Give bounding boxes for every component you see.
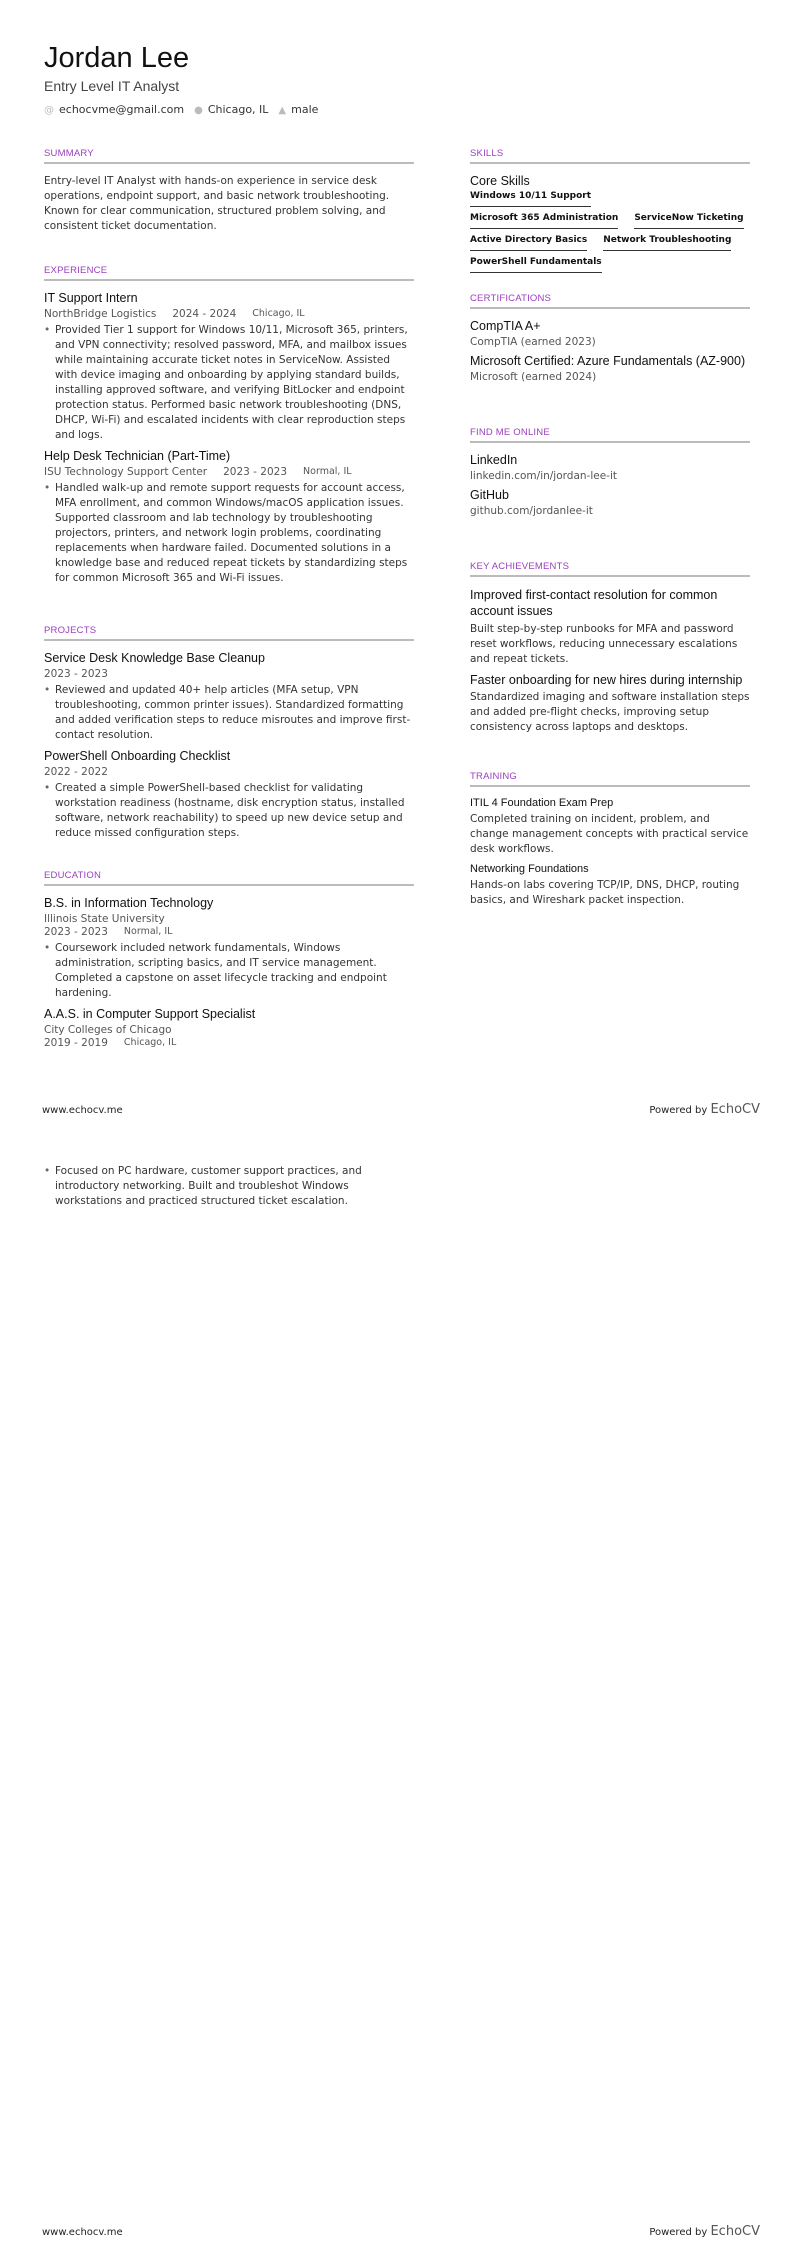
person-icon: ▲ — [278, 105, 287, 116]
training-section — [470, 771, 750, 908]
experience-section — [44, 265, 414, 592]
company: NorthBridge Logistics — [44, 308, 157, 320]
section-heading: SKILLS — [470, 148, 750, 164]
profile-link[interactable]: github.com/jordanlee-it — [470, 505, 593, 517]
footer-site-link[interactable]: www.echocv.me — [42, 2227, 123, 2238]
training-title: Networking Foundations — [470, 863, 589, 875]
brand-logo: EchoCV — [710, 1102, 760, 1117]
powered-by-label: Powered by — [649, 2227, 708, 2238]
achievements-section — [470, 561, 750, 735]
summary-text: Entry-level IT Analyst with hands-on experience in service desk operations, endpoint support, and basic network troubleshooting. Known for clear communication, structured problem solving, and consistent ticket documentation. — [44, 175, 390, 232]
skill-tag: Active Directory Basics — [470, 235, 587, 251]
location: Chicago, IL — [207, 103, 269, 116]
gender: male — [291, 103, 319, 116]
skill-tag: Microsoft 365 Administration — [470, 213, 618, 229]
education-section — [44, 870, 414, 1052]
section-heading: EXPERIENCE — [44, 265, 414, 281]
dates: 2023 - 2023 — [223, 466, 288, 478]
skill-tag: PowerShell Fundamentals — [470, 257, 602, 273]
section-heading: FIND ME ONLINE — [470, 427, 750, 443]
project-title: Service Desk Knowledge Base Cleanup — [44, 651, 265, 665]
profile-link[interactable]: linkedin.com/in/jordan-lee-it — [470, 470, 617, 482]
school: City Colleges of Chicago — [44, 1024, 172, 1036]
experience-title: Help Desk Technician (Part-Time) — [44, 449, 231, 463]
section-heading: TRAINING — [470, 771, 750, 787]
powered-by-label: Powered by — [649, 1105, 708, 1116]
location-pin-icon: ● — [194, 105, 203, 116]
location: Normal, IL — [123, 926, 173, 937]
training-text: Hands-on labs covering TCP/IP, DNS, DHCP, routing basics, and Wireshark packet inspection. — [470, 879, 740, 906]
online-section — [470, 427, 750, 523]
degree: B.S. in Information Technology — [44, 896, 214, 910]
section-heading: CERTIFICATIONS — [470, 293, 750, 309]
projects-section — [44, 625, 414, 847]
job-title: Entry Level IT Analyst — [44, 78, 180, 94]
email[interactable]: echocvme@gmail.com — [59, 103, 185, 116]
cert-detail: CompTIA (earned 2023) — [470, 336, 596, 348]
section-heading: PROJECTS — [44, 625, 414, 641]
company: ISU Technology Support Center — [44, 466, 208, 478]
training-text: Completed training on incident, problem, and change management concepts with practical service desk workflows. — [470, 813, 749, 855]
certifications-section — [470, 293, 750, 389]
profile-name: GitHub — [470, 488, 509, 502]
at-icon: @ — [44, 105, 54, 116]
skill-tag: Network Troubleshooting — [603, 235, 731, 251]
bullet: • Handled walk-up and remote support requests for account access, MFA enrollment, and common Windows/macOS application issues. Supported classroom and lab technology by troubleshooting projectors, printers, and network login problems, coordinating replacements when hardware failed. Documented solutions in a knowledge base and reduced repeat tickets by standardizing steps for common Microsoft 365 and Wi-Fi issues. — [44, 481, 414, 586]
section-heading: SUMMARY — [44, 148, 414, 164]
training-title: ITIL 4 Foundation Exam Prep — [470, 797, 614, 809]
cert-name: Microsoft Certified: Azure Fundamentals (AZ-900) — [470, 354, 746, 368]
summary-section — [44, 148, 414, 234]
cert-detail: Microsoft (earned 2024) — [470, 371, 597, 383]
dates: 2023 - 2023 — [44, 926, 108, 938]
section-heading: EDUCATION — [44, 870, 414, 886]
location: Chicago, IL — [252, 308, 305, 319]
dates: 2022 - 2022 — [44, 766, 108, 778]
school: Illinois State University — [44, 913, 165, 925]
powered-by[interactable] — [649, 2224, 760, 2239]
education-item — [44, 1007, 414, 1049]
cert-name: CompTIA A+ — [470, 319, 541, 333]
dates: 2023 - 2023 — [44, 668, 108, 680]
powered-by[interactable] — [649, 1102, 760, 1117]
dates: 2024 - 2024 — [172, 308, 237, 320]
education-continued — [44, 1164, 414, 1215]
achievement-text: Standardized imaging and software installation steps and added pre-flight checks, improving setup consistency across laptops and desktops. — [470, 691, 750, 733]
skill-tag: ServiceNow Ticketing — [634, 213, 743, 229]
experience-item — [44, 449, 414, 586]
skill-tag: Windows 10/11 Support — [470, 191, 591, 207]
location: Chicago, IL — [123, 1037, 177, 1048]
section-heading: KEY ACHIEVEMENTS — [470, 561, 750, 577]
bullet: • Created a simple PowerShell-based checklist for validating workstation readiness (hostname, disk encryption status, installed software, network reachability) to speed up new device setup and reduce missed configuration steps. — [44, 781, 414, 841]
profile-name: LinkedIn — [470, 453, 518, 467]
project-item — [44, 651, 414, 743]
project-item — [44, 749, 414, 841]
footer-site-link[interactable]: www.echocv.me — [42, 1105, 123, 1116]
education-item — [44, 896, 414, 1001]
achievement-title: Faster onboarding for new hires during internship — [470, 673, 743, 687]
project-title: PowerShell Onboarding Checklist — [44, 749, 231, 763]
bullet: • Reviewed and updated 40+ help articles (MFA setup, VPN troubleshooting, common printer issues). Standardized formatting and added verification steps to reduce misroutes and improve first-contact resolution. — [44, 683, 414, 743]
achievement-title: Improved first-contact resolution for common account issues — [470, 588, 718, 618]
candidate-name: Jordan Lee — [44, 42, 190, 74]
dates: 2019 - 2019 — [44, 1037, 108, 1049]
skills-section — [470, 148, 750, 273]
bullet: • Focused on PC hardware, customer support practices, and introductory networking. Built and troubleshot Windows workstations and practiced structured ticket escalation. — [44, 1164, 414, 1209]
degree: A.A.S. in Computer Support Specialist — [44, 1007, 256, 1021]
contact-info — [44, 103, 318, 116]
achievement-text: Built step-by-step runbooks for MFA and password reset workflows, reducing unnecessary escalations and repeat tickets. — [470, 623, 738, 665]
location: Normal, IL — [303, 466, 352, 477]
experience-item — [44, 291, 414, 443]
skill-group-title: Core Skills — [470, 174, 530, 188]
experience-title: IT Support Intern — [44, 291, 138, 305]
bullet: • Provided Tier 1 support for Windows 10/11, Microsoft 365, printers, and VPN connectivity; resolved password, MFA, and mailbox issues while maintaining accurate ticket notes in ServiceNow. Assisted with device imaging and onboarding by applying standard builds, installing approved software, and verifying BitLocker and endpoint protection status. Performed basic network troubleshooting (DNS, DHCP, Wi-Fi) and escalated incidents with clear reproduction steps and logs. — [44, 323, 414, 443]
brand-logo: EchoCV — [710, 2224, 760, 2239]
bullet: • Coursework included network fundamentals, Windows administration, scripting basics, and IT service management. Completed a capstone on asset lifecycle tracking and endpoint hardening. — [44, 941, 414, 1001]
